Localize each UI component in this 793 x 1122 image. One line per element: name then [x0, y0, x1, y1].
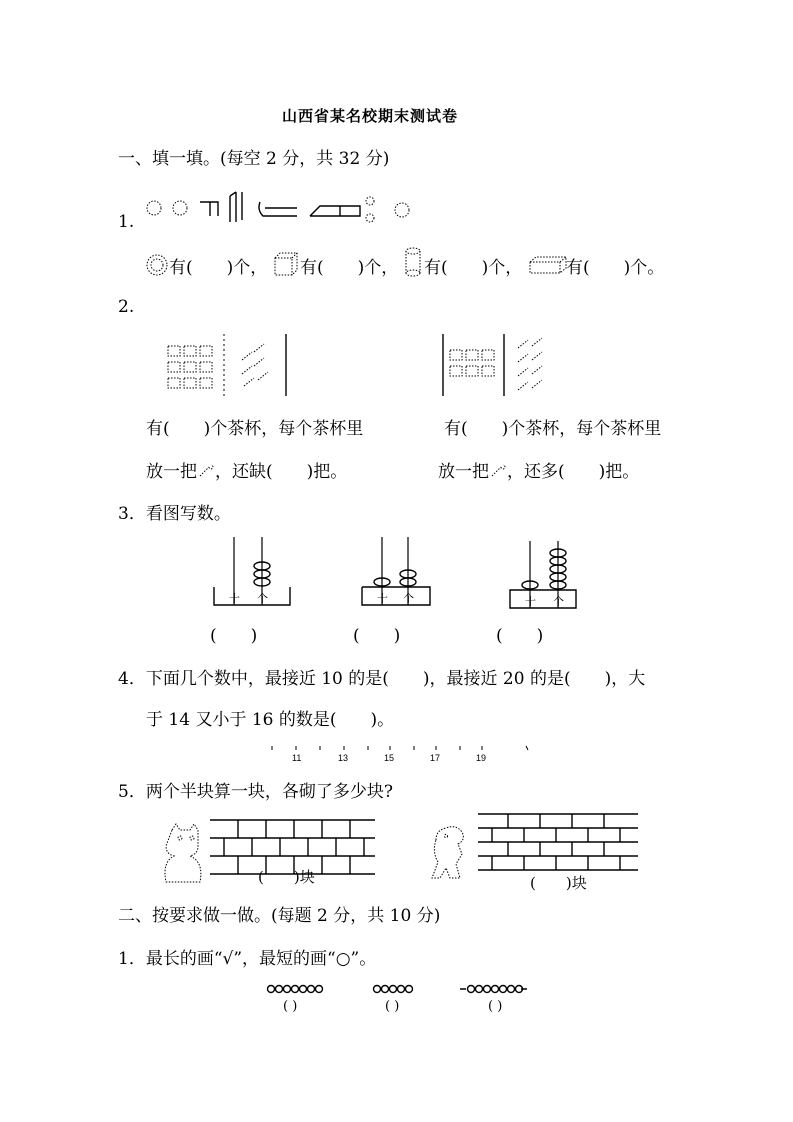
- brick-wall-right: [428, 810, 643, 882]
- q2-right-line2: [438, 463, 639, 481]
- abacus-ones-label: 个: [403, 592, 414, 605]
- cylinder-shape: [230, 192, 242, 222]
- cat-figure: [165, 824, 201, 882]
- cylinder-icon: [402, 245, 424, 279]
- section1-header: 一、填一填。(每空 2 分，共 32 分): [118, 149, 390, 169]
- tick-marks: [270, 744, 540, 754]
- q2-left-line2-text-b: ，还缺( )把。: [215, 462, 348, 482]
- q1-cuboid-answer: 有( )个。: [566, 258, 665, 278]
- q2-number: 2.: [118, 297, 135, 317]
- sphere-icon: [145, 252, 169, 278]
- abacus-tens-label: 十: [525, 595, 536, 608]
- number-label: 17: [430, 753, 441, 763]
- abacus-3-beads: [522, 549, 566, 589]
- q3-blank-1: ( ): [210, 626, 258, 646]
- abacus-ones-label: 个: [257, 592, 268, 605]
- q2-left-line2: [146, 463, 347, 481]
- q2-right-line2-text: 放一把: [438, 462, 489, 482]
- number-label: 13: [338, 753, 349, 763]
- section2-header: 二、按要求做一做。(每题 2 分，共 10 分): [118, 906, 441, 926]
- q1-number: 1.: [118, 212, 135, 232]
- sphere-shape: [147, 201, 161, 215]
- sphere-shape: [395, 203, 409, 217]
- abacus-3: [510, 541, 576, 608]
- spoon-icon: [197, 463, 215, 479]
- q3-blank-3: ( ): [496, 626, 544, 646]
- abacus-1: [214, 537, 290, 605]
- wall-right: [478, 814, 638, 870]
- q4-line2: 于 14 又小于 16 的数是( )。: [146, 710, 395, 730]
- bead-strings: [265, 982, 535, 996]
- solid-shapes-row: [140, 188, 420, 228]
- q2-right-line1: 有( )个茶杯，每个茶杯里: [444, 419, 662, 439]
- spoon-icon: [489, 463, 507, 479]
- s2-q1-text: 1．最长的画“√”，最短的画“○”。: [118, 949, 377, 969]
- sphere-shape: [366, 214, 374, 222]
- abacus-figures: [210, 535, 590, 610]
- number-label: 15: [384, 753, 395, 763]
- cylinder-shape: [259, 202, 297, 216]
- q4-line1: 4．下面几个数中，最接近 10 的是( )，最接近 20 的是( )，大: [118, 669, 646, 689]
- q3-blank-2: ( ): [353, 626, 401, 646]
- q2-left-line1: 有( )个茶杯，每个茶杯里: [146, 419, 364, 439]
- teacups-left-figure: [160, 330, 295, 398]
- abacus-tens-label: 十: [229, 592, 240, 605]
- q2-left-line2-text: 放一把: [146, 462, 197, 482]
- q5-text: 5．两个半块算一块，各砌了多少块?: [118, 782, 393, 802]
- number-label: 11: [292, 753, 302, 763]
- s2-q1-blank-3: ( ): [488, 999, 503, 1014]
- abacus-2-beads: [374, 570, 416, 586]
- teacups-right-figure: [440, 330, 570, 398]
- wall-left: [210, 820, 375, 874]
- cube-icon: [272, 250, 300, 278]
- s2-q1-blank-1: ( ): [283, 999, 298, 1014]
- q2-right-line2-text-b: ，还多( )把。: [507, 462, 640, 482]
- sphere-shape: [366, 197, 374, 205]
- abacus-2: [362, 537, 430, 605]
- page-title: 山西省某名校期末测试卷: [282, 107, 459, 125]
- abacus-tens-label: 十: [377, 592, 388, 605]
- sphere-shape: [173, 201, 187, 215]
- number-label: 19: [476, 753, 487, 763]
- q5-blank-left: ( )块: [258, 868, 315, 886]
- q4-number-line: [270, 744, 540, 768]
- q1-sphere-answer: 有( )个，: [169, 258, 268, 278]
- dog-figure: [432, 827, 463, 878]
- q5-blank-right: ( )块: [530, 874, 587, 892]
- q1-cylinder-answer: 有( )个，: [424, 258, 523, 278]
- q1-cube-answer: 有( )个，: [300, 258, 399, 278]
- s2-q1-blank-2: ( ): [385, 999, 400, 1014]
- cuboid-shape: [200, 202, 218, 216]
- cuboid-shape: [310, 206, 360, 216]
- q3-text: 3．看图写数。: [118, 504, 231, 524]
- cuboid-icon: [528, 254, 568, 276]
- abacus-ones-label: 个: [553, 595, 564, 608]
